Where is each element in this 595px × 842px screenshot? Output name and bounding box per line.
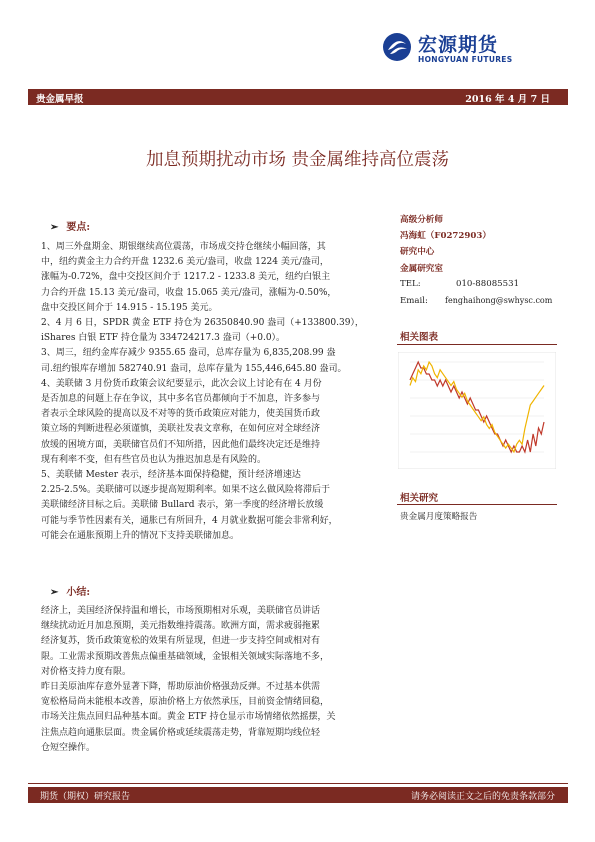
tel-value: 010-88085531 (456, 279, 520, 289)
body-line: 对价格支持力度有限。 (41, 666, 132, 677)
body-line: 经济复苏，货币政策宽松的效果有所显现，但进一步支持空间或相对有 (41, 636, 321, 647)
brand-name: 宏源期货 (418, 34, 499, 56)
body-line: 2、4 月 6 日，SPDR 黄金 ETF 持仓为 26350840.90 盎司（+133800.39）， (41, 318, 364, 328)
body-line: 2.25-2.5%。美联储可以逐步提高短期利率。如果不这么做风险将滞后于 (41, 485, 330, 496)
arrow-icon: ➢ (50, 587, 59, 598)
body-line: 可能会在通胀预期上升的情况下支持美联储加息。 (41, 530, 240, 541)
email-label: Email: (400, 296, 428, 306)
footer-report-type: 期货（期权）研究报告 (40, 792, 131, 802)
arrow-icon: ➢ (50, 222, 59, 233)
body-line: 注焦点趋向通胀层面。贵金属价格或延续震荡走势，背靠短期均线位轻 (41, 727, 321, 738)
report-type: 贵金属早报 (36, 94, 84, 105)
body-line: 放缓的困境方面，美联储官员们不知所措，因此他们最终决定还是维持 (41, 439, 321, 450)
report-date: 2016 年 4 月 7 日 (465, 94, 550, 105)
footer-rule (28, 783, 568, 784)
body-line: 市场关注焦点回归品种基本面。黄金 ETF 持仓显示市场情绪依然摇摆，关 (41, 712, 336, 723)
brand-logo-icon (382, 32, 412, 62)
footer-disclaimer: 请务必阅读正文之后的免责条款部分 (410, 792, 555, 802)
analyst-name: 冯海虹（F0272903） (400, 231, 491, 241)
body-line: 3、周三，纽约金库存减少 9355.65 盎司，总库存量为 6,835,208.99 盎 (41, 348, 336, 359)
body-line: 限。工业需求预期改善焦点偏重基础领域，金银相关领域实际落地不多， (41, 651, 330, 662)
brand-name-en: HONGYUAN FUTURES (418, 55, 513, 64)
key-points-heading: ➢ 要点: (50, 222, 91, 233)
body-line: 美联储经济目标之后。美联储 Bullard 表示，第一季度的经济增长放缓 (41, 500, 324, 511)
body-line: 中，纽约黄金主力合约开盘 1232.6 美元/盎司，收盘 1224 美元/盎司， (41, 257, 329, 268)
body-line: 涨幅为-0.72%，盘中交投区间介于 1217.2 - 1233.8 美元，纽约白银主 (41, 272, 331, 283)
body-line: 盘中交投区间介于 14.915 - 15.195 美元。 (41, 302, 218, 313)
analyst-title: 高级分析师 (400, 215, 443, 225)
body-line: 是否加息的问题上存在争议，其中多名官员都倾向于不加息，许多参与 (41, 394, 321, 404)
divider (397, 504, 557, 505)
body-line: 宽松格局尚未能根本改善，原油价格上方依然承压，目前资金情绪回稳， (41, 697, 330, 708)
body-line: 者表示全球风险的提高以及不对等的货币政策应对能力，使美国货币政 (41, 409, 321, 420)
body-line: 策立场的判断进程必须谨慎，美联社发表文章称，在如何应对全球经济 (41, 424, 321, 435)
body-line: 5、美联储 Mester 表示，经济基本面保持稳健，预计经济增速达 (41, 470, 301, 480)
body-line: 可能与季节性因素有关，通胀已有所回升，4 月就业数据可能会非常利好， (41, 515, 338, 526)
body-line: 昨日美原油库存意外显著下降，帮助原油价格强劲反弹。不过基本供需 (41, 682, 321, 692)
body-line: 现有利率不变，但有些官员也认为推迟加息是有风险的。 (41, 454, 267, 465)
related-research-item[interactable]: 贵金属月度策略报告 (400, 512, 478, 522)
related-research-title: 相关研究 (400, 493, 439, 504)
summary-heading: ➢ 小结: (50, 587, 91, 598)
price-chart (398, 352, 556, 469)
divider (397, 344, 557, 345)
body-line: 司.纽约银库存增加 582740.91 盎司，总库存量为 155,446,645.80 盎司。 (41, 363, 347, 374)
email-link[interactable]: fenghaihong@swhysc.com (445, 296, 553, 305)
body-line: 经济上，美国经济保持温和增长，市场预期相对乐观，美联储官员讲话 (41, 606, 321, 616)
body-line: 4、美联储 3 月份货币政策会议纪要显示，此次会议上讨论有在 4 月份 (41, 378, 322, 389)
related-chart-title: 相关图表 (400, 332, 439, 343)
body-line: 1、周三外盘期金、期银继续高位震荡，市场成交持仓继续小幅回落，其 (41, 242, 326, 252)
body-line: iShares 白银 ETF 持仓量为 334724217.3 盎司（+0.0）。 (41, 333, 286, 344)
page-title: 加息预期扰动市场 贵金属维持高位震荡 (145, 150, 450, 170)
tel-label: TEL: (400, 279, 421, 289)
team-name: 金属研究室 (400, 264, 443, 274)
department: 研究中心 (400, 247, 435, 257)
body-line: 继续扰动近月加息预期，美元指数维持震荡。欧洲方面，需求疲弱拖累 (41, 621, 321, 632)
body-line: 仓短空操作。 (41, 742, 96, 753)
body-line: 力合约开盘 15.13 美元/盎司，收盘 15.065 美元/盎司，涨幅为-0.50%， (41, 287, 337, 298)
